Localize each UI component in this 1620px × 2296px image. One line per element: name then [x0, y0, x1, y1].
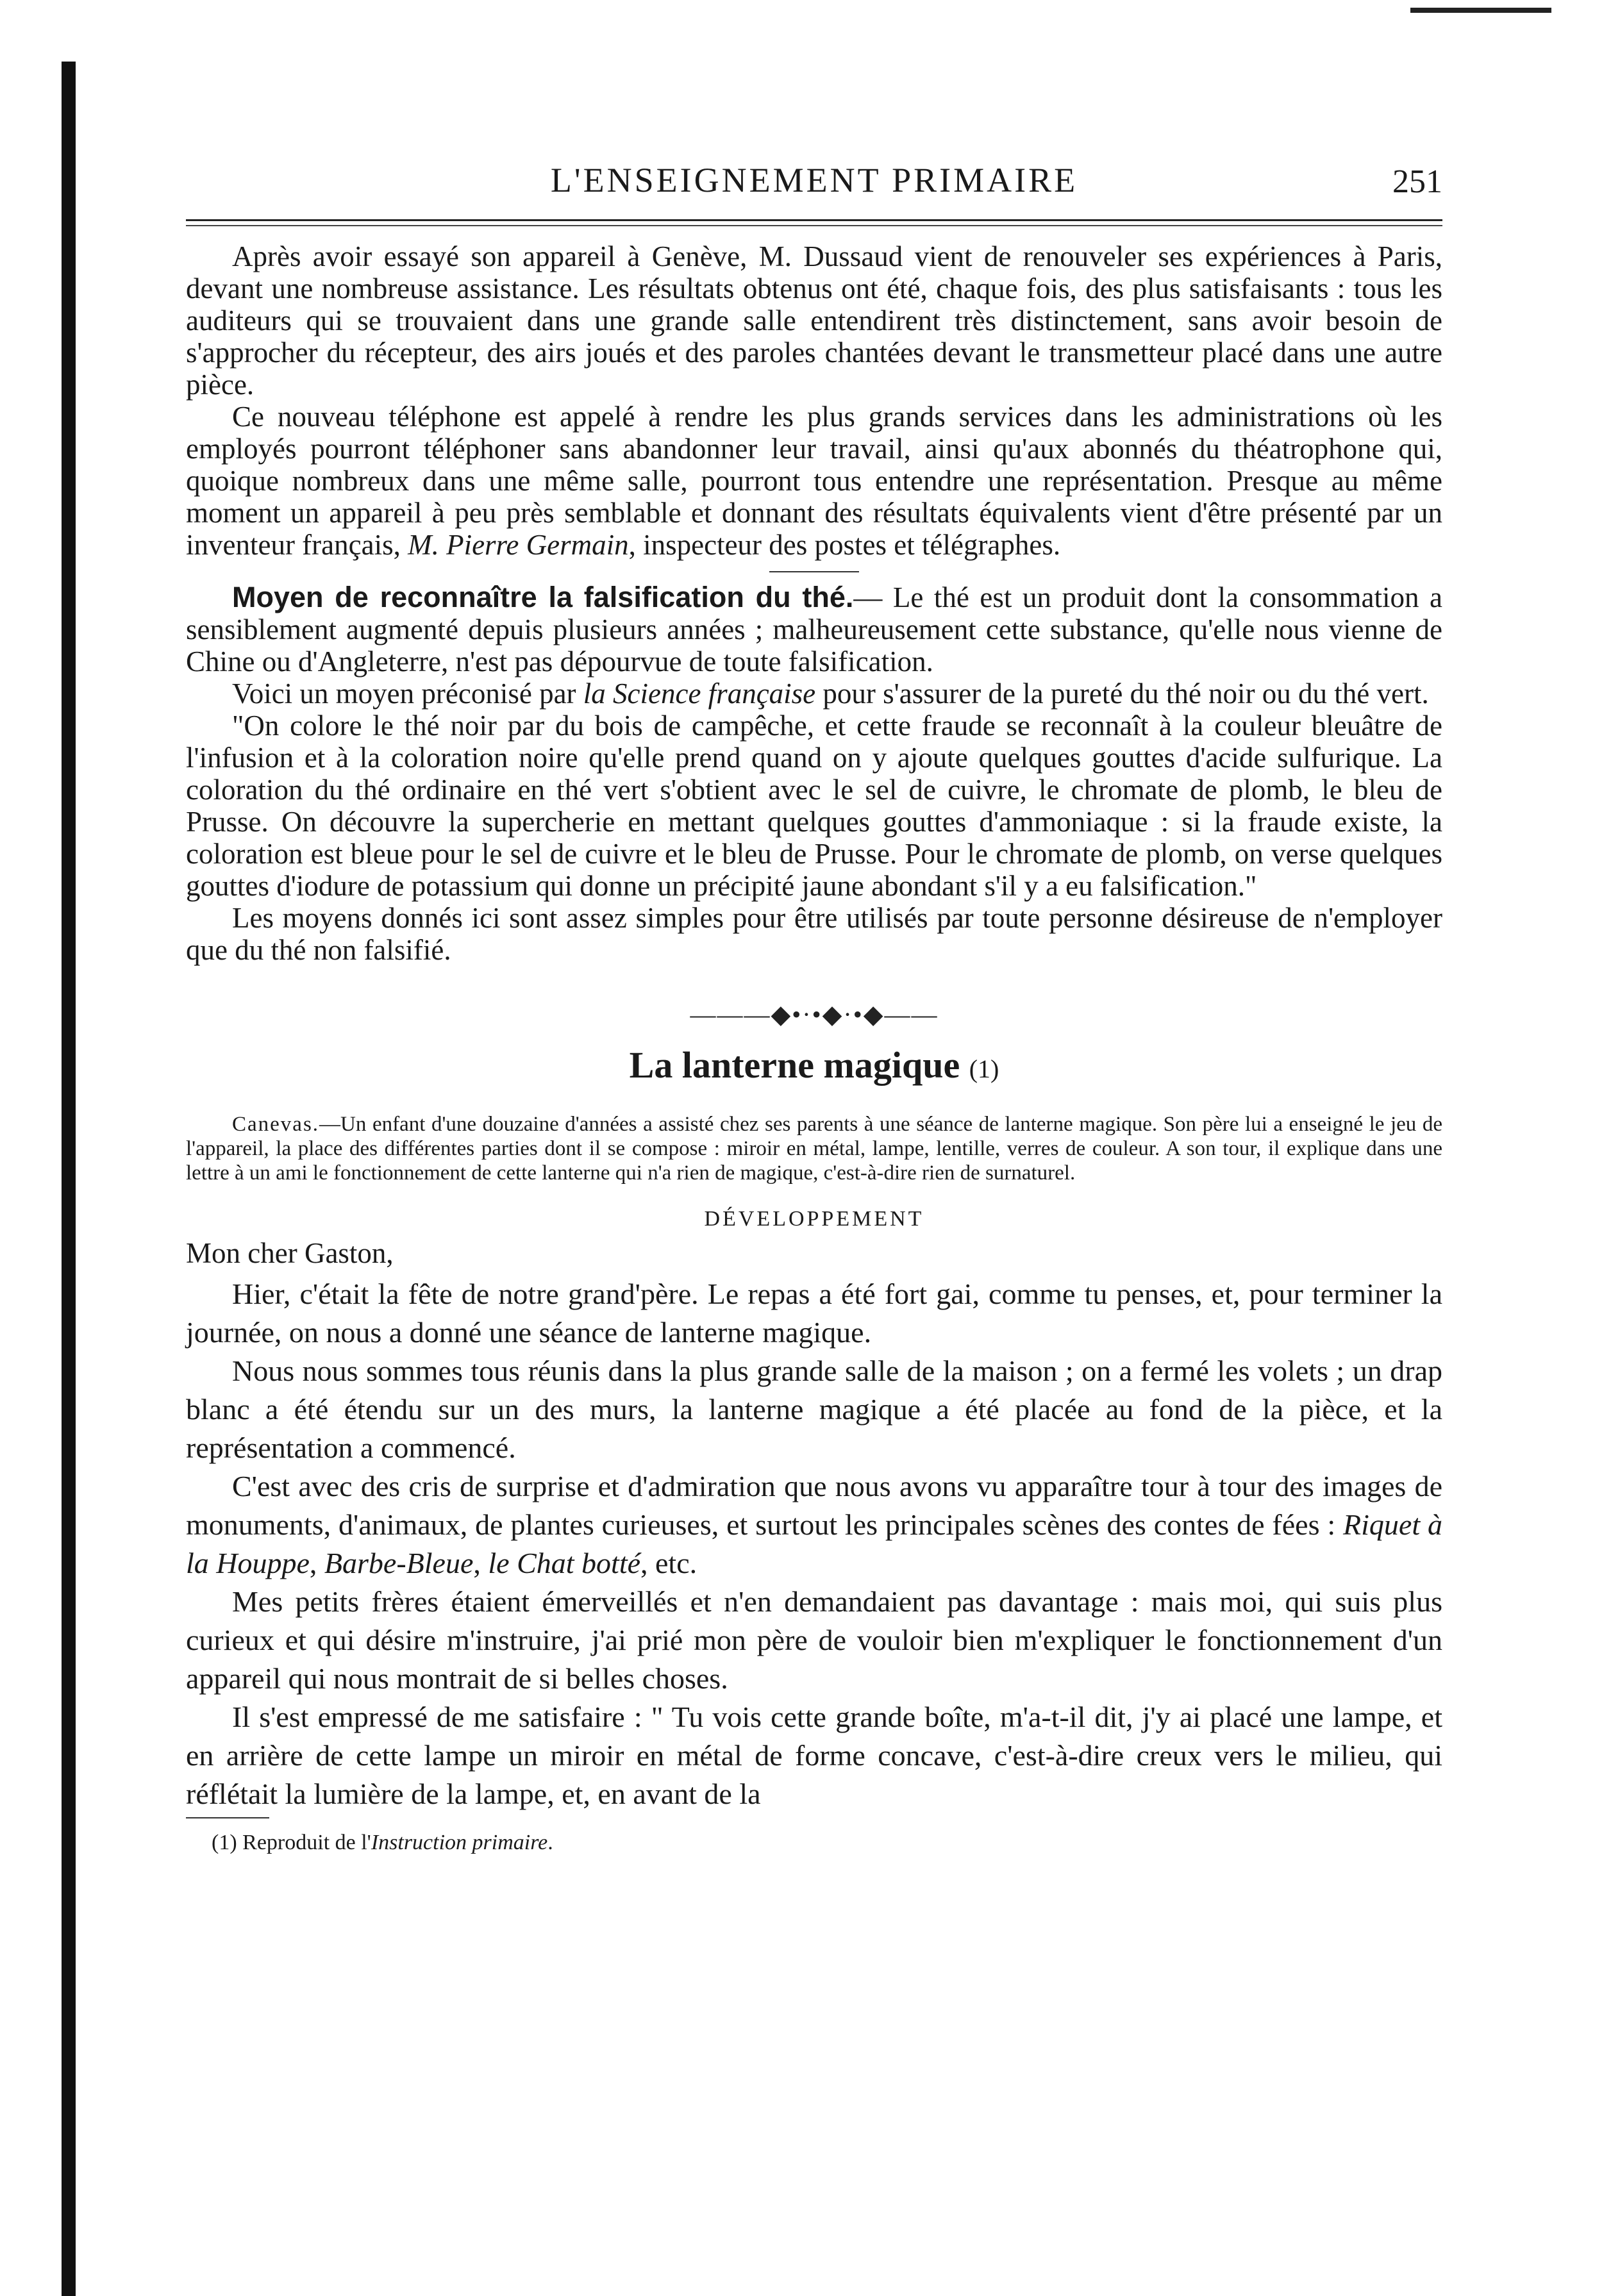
page [186, 147, 1442, 1856]
salutation: Mon cher Gaston, [186, 1237, 394, 1269]
canevas-lead: Canevas. [232, 1113, 320, 1136]
paragraph: Nous nous sommes tous réunis dans la plus grande salle de la maison ; on a fermé les volets ; un drap blanc a été étendu sur un des murs, la lanterne magique a été placée au fond de la pièce, et la représentation a commencé. [186, 1354, 1442, 1464]
paragraph: Les moyens donnés ici sont assez simples pour être utilisés par toute personne désireuse de n'employer que du thé non falsifié. [186, 902, 1442, 966]
tale-title: Barbe-Bleue [324, 1547, 474, 1579]
paragraph-text: — Le thé est un produit dont la consommation a sensiblement augmenté depuis plusieurs années ; malheureusement cette substance, qu'elle nous vienne de Chine ou d'Angleterre, n'est pas dépourvue de toute falsification. [186, 581, 1442, 678]
section-title [186, 1044, 1442, 1086]
top-edge-mark [1410, 8, 1551, 13]
inventor-name: M. Pierre Germain [408, 529, 629, 561]
ornamental-divider: ———◆•·•◆·•◆—— [690, 1000, 939, 1029]
source-title: la Science française [583, 678, 816, 710]
canevas-text: —Un enfant d'une douzaine d'années a assisté chez ses parents à une séance de lanterne magique. Son père lui a enseigné le jeu de l'appareil, la place des différentes parties dont il se compose : miroir en métal, lampe, lentille, verres de couleur. A son tour, il explique dans une lettre à un ami le fonctionnement de cette lanterne qui n'a rien de magique, c'est-à-dire rien de surnaturel. [186, 1113, 1442, 1185]
paragraph [186, 401, 1442, 561]
paragraph-text: Voici un moyen préconisé par [232, 678, 583, 710]
page-number: 251 [1392, 163, 1442, 200]
separator-rule [769, 571, 859, 572]
binding-edge [62, 62, 76, 2296]
footnote [186, 1830, 1442, 1856]
paragraph-text: , inspecteur des postes et télégraphes. [628, 529, 1061, 561]
footnote-tail: . [547, 1831, 553, 1854]
paragraph: Mes petits frères étaient émerveillés et n'en demandaient pas davantage : mais moi, qui suis plus curieux et qui désire m'instruire, j'ai prié mon père de vouloir bien m'expliquer le fonctionnement d'un appareil qui nous montrait de si belles choses. [186, 1585, 1442, 1695]
developpement-heading: DÉVELOPPEMENT [704, 1207, 924, 1231]
canevas [186, 1112, 1442, 1185]
article-title: Moyen de reconnaître la falsification du thé. [232, 581, 854, 613]
header-rule [186, 219, 1442, 226]
footnote-source: Instruction primaire [371, 1831, 548, 1854]
separator: , [309, 1547, 324, 1579]
running-head [186, 147, 1442, 212]
paragraph: Après avoir essayé son appareil à Genève, M. Dussaud vient de renouveler ses expériences à Paris, devant une nombreuse assistance. Les résultats obtenus ont été, chaque fois, des plus satisfaisants : tous les auditeurs qui se trouvaient dans une grande salle entendirent très distinctement, sans avoir besoin de s'approcher du récepteur, des airs joués et des paroles chantées devant le transmetteur placé dans une autre pièce. [186, 240, 1442, 401]
paragraph [186, 678, 1442, 710]
paragraph-text: Ce nouveau téléphone est appelé à rendre les plus grands services dans les administrations où les employés pourront téléphoner sans abandonner leur travail, ainsi qu'aux abonnés du théatrophone qui, quoique nombreux dans une même salle, pourront tous entendre une représentation. Presque au même moment un appareil à peu près semblable et donnant des résultats équivalents vient d'être présenté par un inventeur français, [186, 401, 1442, 561]
tale-title: Riquet à la Houppe [186, 1508, 1443, 1579]
tale-title: le Chat botté [488, 1547, 641, 1579]
quotation: "On colore le thé noir par du bois de campêche, et cette fraude se reconnaît à la couleur bleuâtre de l'infusion et à la coloration noire qu'elle prend quand on y ajoute quelques gouttes d'acide sulfurique. La coloration du thé ordinaire en thé vert s'obtient avec le sel de cuivre, le chromate de plomb, le bleu de Prusse. On découvre la supercherie en mettant quelques gouttes d'ammoniaque : si la fraude existe, la coloration est bleue pour le sel de cuivre et le bleu de Prusse. Pour le chromate de plomb, on verse quelques gouttes d'iodure de potassium qui donne un précipité jaune abondant s'il y a eu falsification." [186, 710, 1442, 902]
footnote-marker: (1) [212, 1831, 237, 1854]
separator: , [473, 1547, 489, 1579]
paragraph-text: C'est avec des cris de surprise et d'admiration que nous avons vu apparaître tour à tour des images de monuments, d'animaux, de plantes curieuses, et surtout les principales scènes des contes de fées : [186, 1470, 1442, 1541]
footnote-rule [186, 1817, 269, 1818]
paragraph [186, 1467, 1442, 1583]
running-title: L'ENSEIGNEMENT PRIMAIRE [550, 161, 1078, 199]
paragraph [186, 581, 1442, 678]
paragraph-text: pour s'assurer de la pureté du thé noir ou du thé vert. [815, 678, 1429, 710]
paragraph: Hier, c'était la fête de notre grand'père. Le repas a été fort gai, comme tu penses, et, pour terminer la journée, on nous a donné une séance de lanterne magique. [186, 1277, 1442, 1349]
letter-body [186, 1235, 1442, 1813]
section-title-text: La lanterne magique [629, 1044, 960, 1086]
paragraph: Il s'est empressé de me satisfaire : " Tu vois cette grande boîte, m'a-t-il dit, j'y ai placé une lampe, et en arrière de cette lampe un miroir en métal de forme concave, c'est-à-dire creux vers le milieu, qui réflétait la lumière de la lampe, et, en avant de la [186, 1701, 1442, 1810]
paragraph-text: , etc. [640, 1547, 697, 1579]
footnote-ref: (1) [969, 1054, 999, 1083]
footnote-text: Reproduit de l' [237, 1831, 371, 1854]
